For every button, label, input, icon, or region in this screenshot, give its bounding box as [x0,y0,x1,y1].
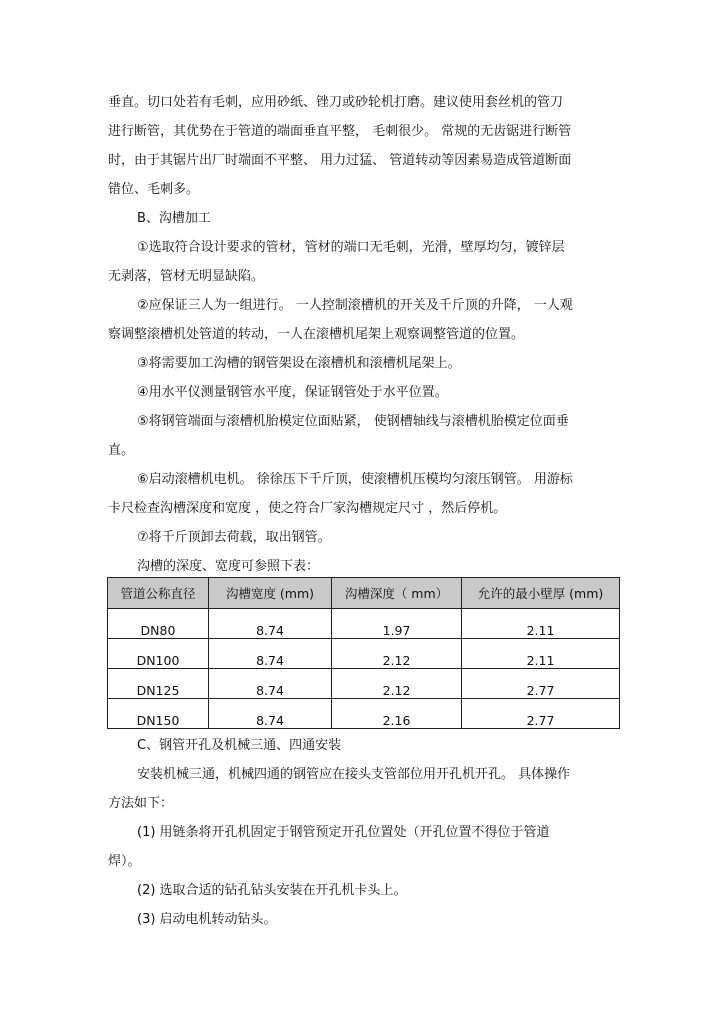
body-text-line: (1) 用链条将开孔机固定于钢管预定开孔位置处（开孔位置不得位于管道 [137,825,550,840]
body-text-line: ⑥启动滚槽机电机。 徐徐压下千斤顶，使滚槽机压模均匀滚压钢管。 用游标 [137,472,573,487]
body-text-line: 进行断管，其优势在于管道的端面垂直平整， 毛刺很少。 常规的无齿锯进行断管 [108,124,572,139]
body-text-line: 垂直。切口处若有毛刺，应用砂纸、锉刀或砂轮机打磨。建议使用套丝机的管刀 [108,95,564,110]
groove-dimension-table [107,577,620,729]
body-text-line: ③将需要加工沟槽的钢管架设在滚槽机和滚槽机尾架上。 [137,356,461,371]
body-text-line: 卡尺检查沟槽深度和宽度 ，使之符合厂家沟槽规定尺寸 ，然后停机。 [108,501,507,516]
body-text-line: ⑦将千斤顶卸去荷载，取出钢管。 [137,530,331,545]
table-row [108,699,620,729]
body-text-line: ⑤将钢管端面与滚槽机胎模定位面贴紧， 使钢槽轴线与滚槽机胎模定位面垂 [137,414,569,429]
table-cell: 8.74 [209,609,332,639]
body-text-line: ①选取符合设计要求的管材，管材的端口无毛刺，光滑，壁厚均匀，镀锌层 [137,240,565,255]
table-row [108,609,620,639]
body-text-line: 直。 [108,443,135,458]
table-cell: 2.12 [332,669,462,699]
table-cell: 8.74 [209,699,332,729]
table-cell: 2.12 [332,639,462,669]
body-text-line: 焊）。 [108,854,141,869]
table-cell: DN80 [108,609,209,639]
header-groove-depth: 沟槽深度（ mm） [332,578,462,609]
table-header-row [108,578,620,609]
header-min-wall-thickness: 允许的最小壁厚 (mm) [462,578,620,609]
table-cell: 2.11 [462,639,620,669]
section-heading-c: C、钢管开孔及机械三通、四通安装 [137,738,342,753]
table-cell: 8.74 [209,669,332,699]
body-text-line: (3) 启动电机转动钻头。 [137,912,277,927]
table-cell: 2.77 [462,669,620,699]
header-groove-width: 沟槽宽度 (mm) [209,578,332,609]
body-text-line: 安装机械三通，机械四通的钢管应在接头支管部位用开孔机开孔。 具体操作 [137,767,571,782]
table-cell: 1.97 [332,609,462,639]
body-text-line: ④用水平仪测量钢管水平度，保证钢管处于水平位置。 [137,385,448,400]
table-row [108,639,620,669]
body-text-line: 错位、毛刺多。 [108,182,200,197]
table-cell: 2.16 [332,699,462,729]
body-text-line: 方法如下： [108,796,174,811]
table-cell: 8.74 [209,639,332,669]
table-caption: 沟槽的深度、宽度可参照下表： [137,559,320,574]
table-cell: DN150 [108,699,209,729]
table-cell: 2.77 [462,699,620,729]
body-text-line: ②应保证三人为一组进行。 一人控制滚槽机的开关及千斤顶的升降， 一人观 [137,298,573,313]
body-text-line: 无剥落，管材无明显缺陷。 [108,269,265,284]
body-text-line: 时，由于其锯片出厂时端面不平整、 用力过猛、 管道转动等因素易造成管道断面 [108,153,572,168]
table-row [108,669,620,699]
section-heading-b: B、沟槽加工 [137,211,211,226]
body-text-line: (2) 选取合适的钻孔钻头安装在开孔机卡头上。 [137,883,407,898]
table-cell: 2.11 [462,609,620,639]
table-cell: DN125 [108,669,209,699]
body-text-line: 察调整滚槽机处管道的转动，一人在滚槽机尾架上观察调整管道的位置。 [108,327,525,342]
table-cell: DN100 [108,639,209,669]
header-nominal-diameter: 管道公称直径 [108,578,209,609]
